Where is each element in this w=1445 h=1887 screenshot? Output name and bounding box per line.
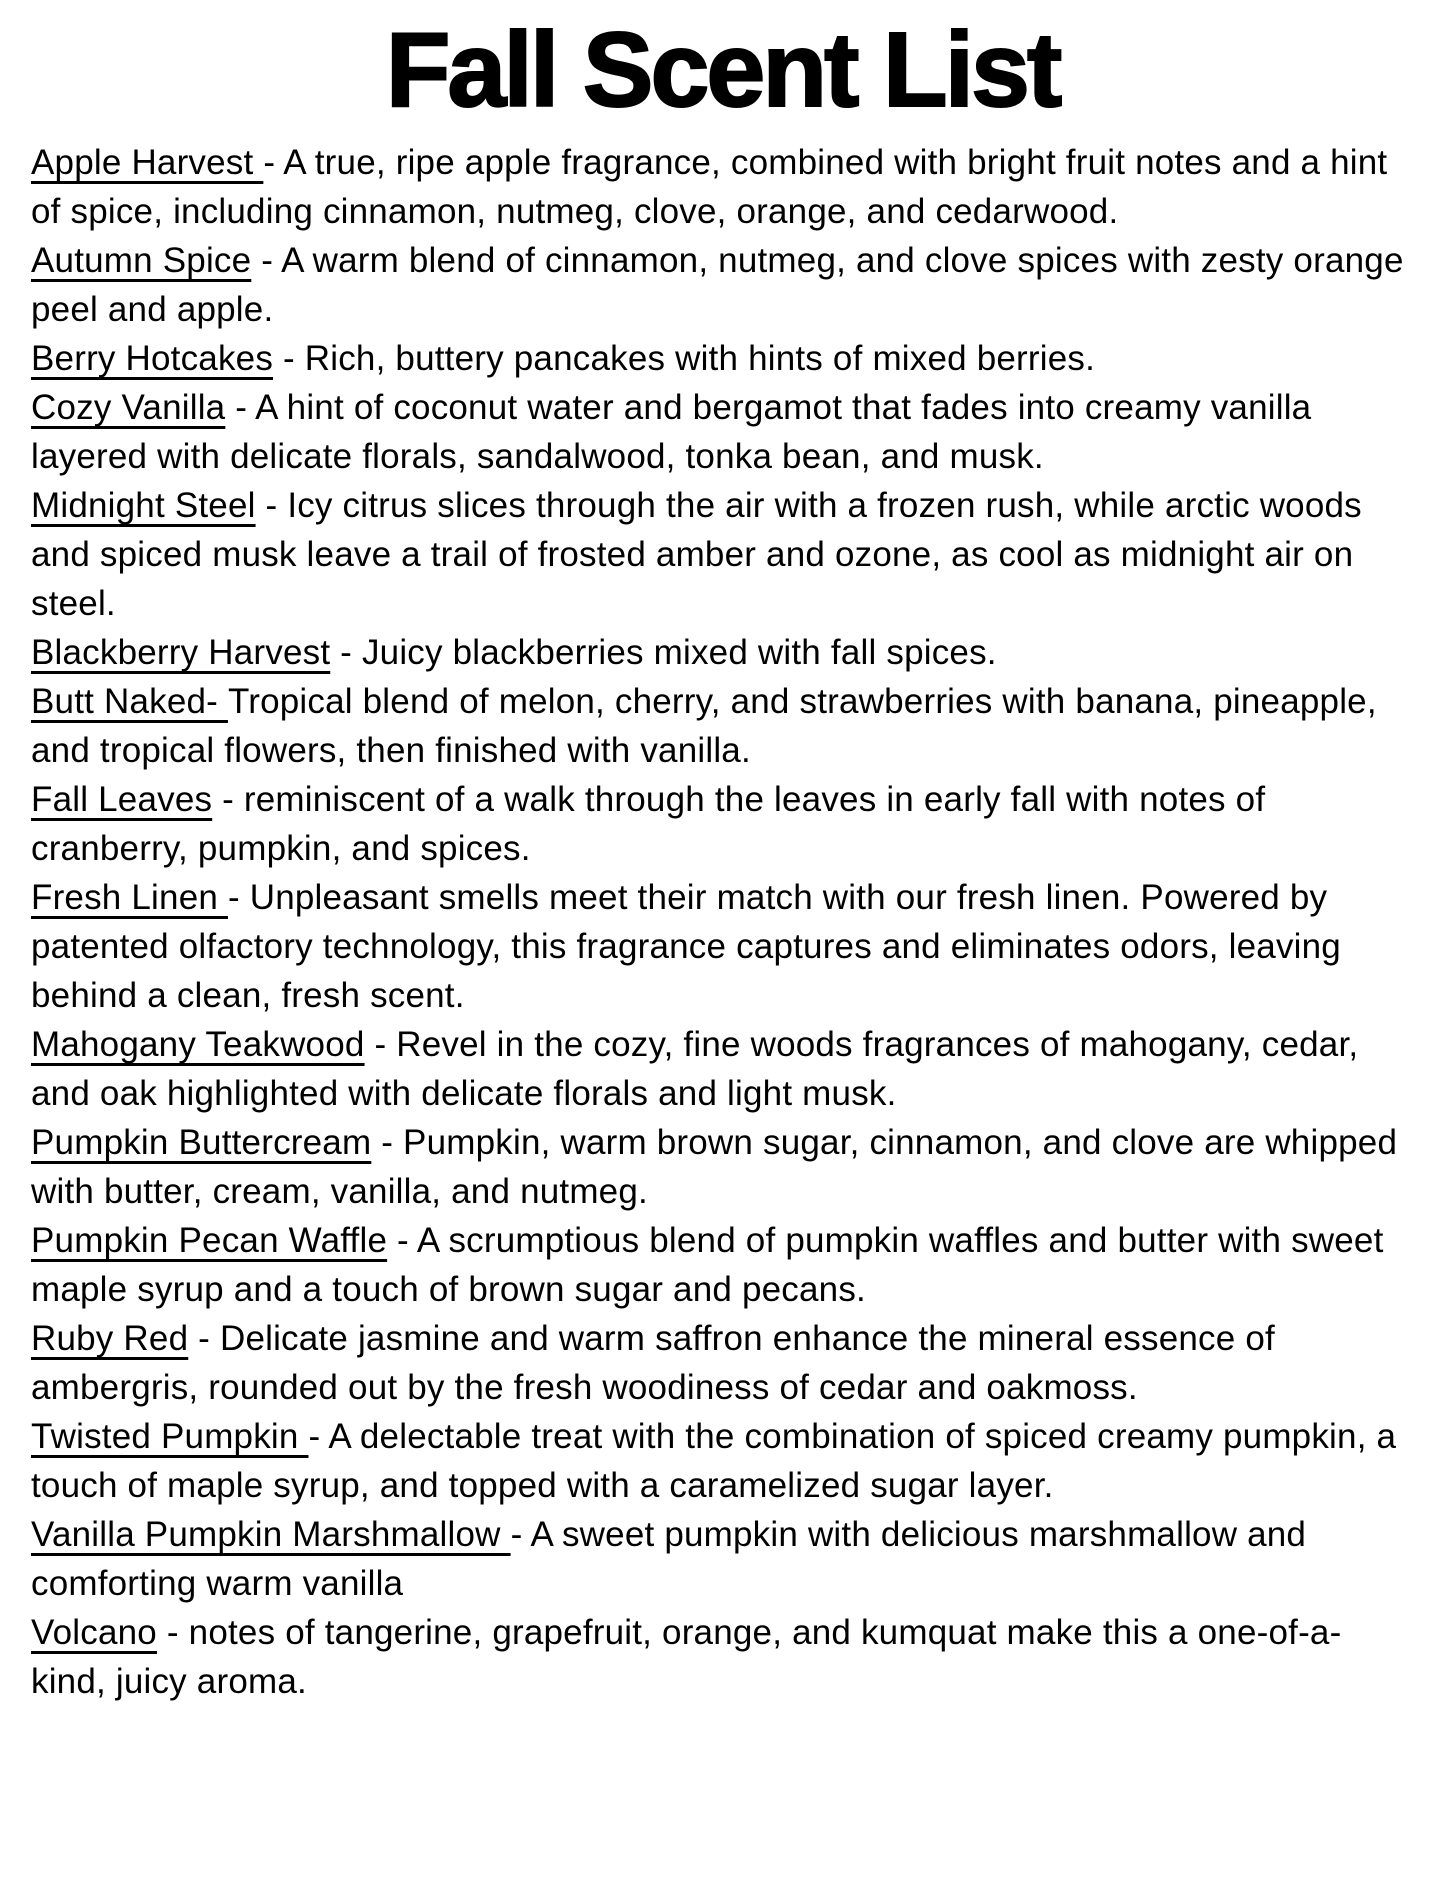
scent-name: Berry Hotcakes	[31, 339, 274, 379]
scent-description: A scrumptious blend of pumpkin waffles and butter with sweet maple syrup and a touch of brown sugar and pecans.	[31, 1221, 1384, 1310]
scent-separator: -	[371, 1123, 404, 1163]
scent-separator: -	[227, 878, 250, 918]
scent-name: Fall Leaves	[31, 780, 213, 820]
scent-separator: -	[225, 388, 256, 428]
scent-name: Twisted Pumpkin	[31, 1417, 309, 1457]
scent-separator: -	[308, 1417, 329, 1457]
scent-separator: -	[156, 1613, 189, 1653]
scent-description: Pumpkin, warm brown sugar, cinnamon, and clove are whipped with butter, cream, vanilla, and nutmeg.	[31, 1123, 1398, 1212]
scent-entry	[31, 138, 1414, 236]
scent-name: Cozy Vanilla	[31, 388, 226, 428]
page-title: Fall Scent List	[385, 11, 1060, 129]
scent-description: Tropical blend of melon, cherry, and strawberries with banana, pineapple, and tropical flowers, then finished with vanilla.	[31, 682, 1377, 771]
scent-name: Apple Harvest	[31, 143, 264, 183]
scent-entry	[31, 236, 1414, 334]
scent-description: A hint of coconut water and bergamot that fades into creamy vanilla layered with delicate florals, sandalwood, tonka bean, and musk.	[31, 388, 1312, 477]
scent-description: Unpleasant smells meet their match with our fresh linen. Powered by patented olfactory technology, this fragrance captures and eliminates odors, leaving behind a clean, fresh scent.	[31, 878, 1341, 1016]
scent-entry	[31, 1020, 1414, 1118]
scent-entry	[31, 1510, 1414, 1608]
scent-description: notes of tangerine, grapefruit, orange, and kumquat make this a one-of-a-kind, juicy aroma.	[31, 1613, 1342, 1702]
scent-entry	[31, 628, 1414, 677]
document-page	[0, 11, 1445, 1887]
scent-description: A true, ripe apple fragrance, combined with bright fruit notes and a hint of spice, including cinnamon, nutmeg, clove, orange, and cedarwood.	[31, 143, 1388, 232]
scent-name: Butt Naked-	[31, 682, 228, 722]
scent-description: A warm blend of cinnamon, nutmeg, and clove spices with zesty orange peel and apple.	[31, 241, 1404, 330]
scent-name: Volcano	[31, 1613, 157, 1653]
scent-name: Ruby Red	[31, 1319, 189, 1359]
scent-description: Rich, buttery pancakes with hints of mixed berries.	[304, 339, 1096, 379]
scent-list	[0, 138, 1445, 1746]
scent-description: A sweet pumpkin with delicious marshmallow and comforting warm vanilla	[31, 1515, 1307, 1604]
scent-name: Autumn Spice	[31, 241, 252, 281]
scent-separator: -	[212, 780, 244, 820]
scent-description: Juicy blackberries mixed with fall spices.	[361, 633, 997, 673]
scent-entry	[31, 1412, 1414, 1510]
scent-name: Mahogany Teakwood	[31, 1025, 365, 1065]
scent-separator: -	[330, 633, 362, 673]
scent-name: Fresh Linen	[31, 878, 228, 918]
scent-separator: -	[364, 1025, 397, 1065]
scent-entry	[31, 775, 1414, 873]
scent-separator: -	[387, 1221, 417, 1261]
scent-entry	[31, 383, 1414, 481]
scent-description: Delicate jasmine and warm saffron enhance the mineral essence of ambergris, rounded out by the fresh woodiness of cedar and oakmoss.	[31, 1319, 1275, 1408]
scent-name: Pumpkin Pecan Waffle	[31, 1221, 388, 1261]
scent-entry	[31, 1314, 1414, 1412]
scent-description: Revel in the cozy, fine woods fragrances of mahogany, cedar, and oak highlighted with delicate florals and light musk.	[31, 1025, 1359, 1114]
scent-entry	[31, 1608, 1414, 1706]
scent-entry	[31, 677, 1414, 775]
scent-name: Vanilla Pumpkin Marshmallow	[31, 1515, 511, 1555]
scent-separator: -	[251, 241, 282, 281]
scent-separator: -	[263, 143, 284, 183]
scent-name: Midnight Steel	[31, 486, 256, 526]
scent-separator: -	[510, 1515, 531, 1555]
scent-entry	[31, 873, 1414, 1020]
scent-separator: -	[255, 486, 288, 526]
scent-description: Icy citrus slices through the air with a frozen rush, while arctic woods and spiced musk leave a trail of frosted amber and ozone, as cool as midnight air on steel.	[31, 486, 1362, 624]
scent-name: Blackberry Harvest	[31, 633, 331, 673]
scent-entry	[31, 1118, 1414, 1216]
scent-name: Pumpkin Buttercream	[31, 1123, 372, 1163]
scent-description: A delectable treat with the combination of spiced creamy pumpkin, a touch of maple syrup, and topped with a caramelized sugar layer.	[31, 1417, 1397, 1506]
scent-entry	[31, 481, 1414, 628]
scent-separator: -	[188, 1319, 220, 1359]
scent-description: reminiscent of a walk through the leaves in early fall with notes of cranberry, pumpkin, and spices.	[31, 780, 1266, 869]
scent-entry	[31, 1216, 1414, 1314]
scent-separator: -	[273, 339, 305, 379]
scent-entry	[31, 334, 1414, 383]
